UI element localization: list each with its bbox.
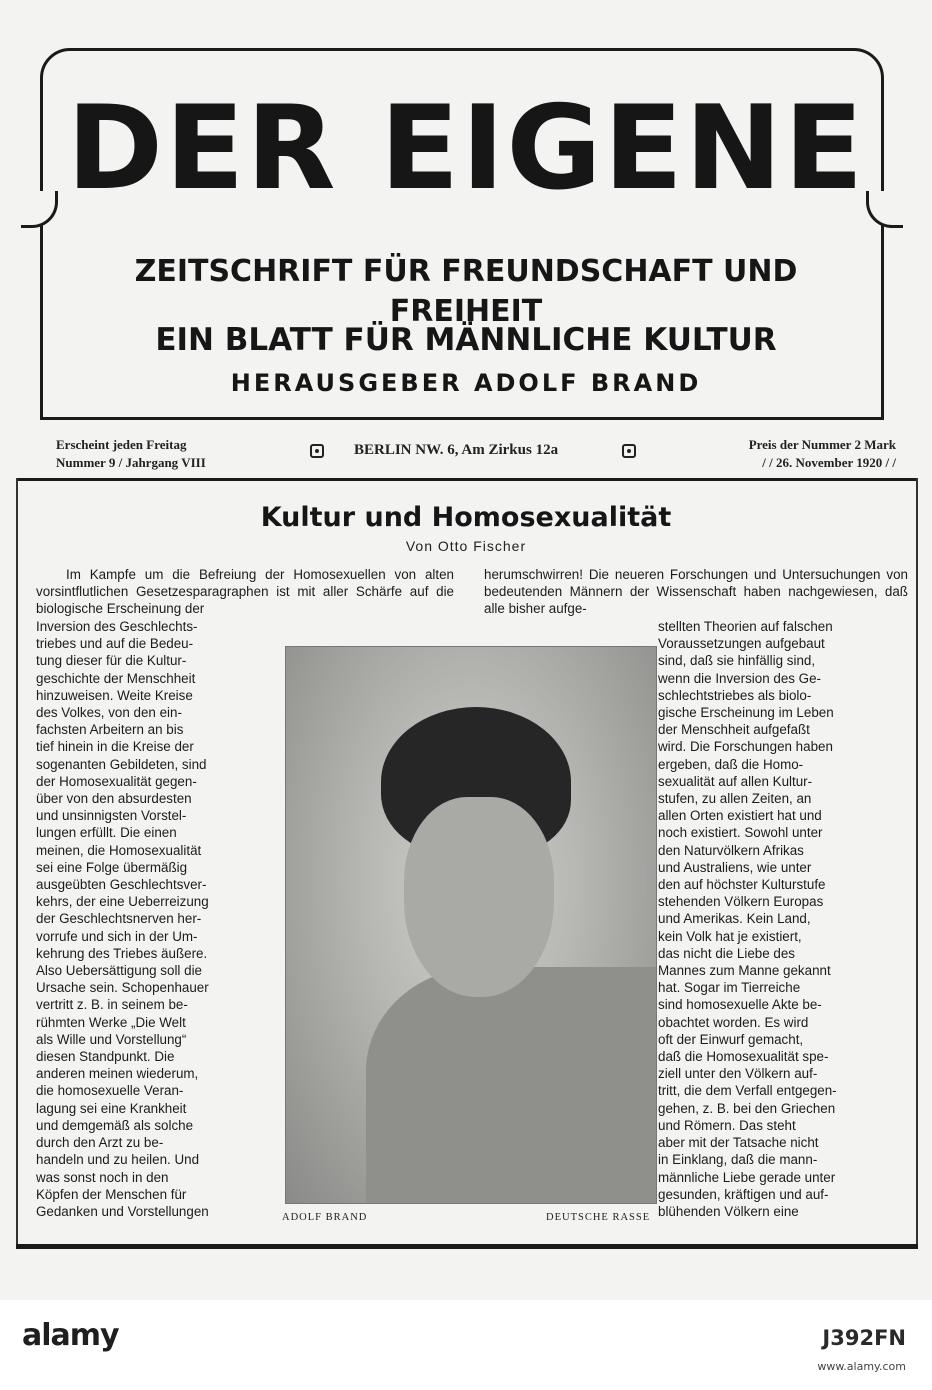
publisher-address: BERLIN NW. 6, Am Zirkus 12a (354, 442, 559, 458)
divider (916, 478, 918, 1246)
issue-price: Preis der Nummer 2 Mark (748, 437, 896, 452)
article-column-right: stellten Theorien auf falschen Voraussetzungen aufgebaut sind, daß sie hinfällig sind, wenn die Inversion des Ge- schlechtstriebes als biolo- gische Erscheinung im Leben der Menschheit aufgefaßt wird. Die Forschungen haben ergeben, daß die Homo- sexualität auf allen Kultur- stufen, zu allen Zeiten, an allen Orten existiert hat und noch existiert. Sowohl unter den Naturvölkern Afrikas und Australiens, wie unter den auf höchster Kulturstufe stehenden Völkern Europas und Amerikas. Kein Land, kein Volk hat je existiert, das nicht die Liebe des Mannes zum Manne gekannt hat. Sogar im Tierreiche sind homosexuelle Akte be- obachtet worden. Es wird oft der Einwurf gemacht, daß die Homosexualität spe- ziell unter den Völkern auf- tritt, die dem Verfall entgegen- gehen, z. B. bei den Griechen und Römern. Das steht aber mit der Tatsache nicht in Einklang, daß die mann- männliche Liebe gerade unter gesunden, kräftigen und auf- blühenden Völkern eine (658, 619, 837, 1219)
issue-date: / / 26. November 1920 / / (762, 455, 896, 470)
photo-face (404, 797, 554, 997)
article-column-left: Inversion des Geschlechts- triebes und auf die Bedeu- tung dieser für die Kultur- geschichte der Menschheit hinzuweisen. Weite Kreise des Volkes, von den ein- fachsten Arbeitern an bis tief hinein in die Kreise der sogenanten Gebildeten, sind der Homosexualität gegen- über von den absurdesten und unsinnigsten Vorstel- lungen erfüllt. Die einen meinen, die Homosexualität sei eine Folge übermäßig ausgeübten Geschlechtsver- kehrs, der eine Ueberreizung der Geschlechtsnerven her- vorrufe und sich in der Um- kehrung des Triebes äußere. Also Uebersättigung soll die Ursache sein. Schopenhauer vertritt z. B. in seinem be- rühmten Werke „Die Welt als Wille und Vorstellung“ diesen Standpunkt. Die anderen meinen wiederum, die homosexuelle Veran- lagung sei eine Krankheit und demgemäß als solche durch den Arzt zu be- handeln und zu heilen. Und was sonst noch in den Köpfen der Menschen für Gedanken und Vorstellungen (36, 619, 209, 1219)
divider (16, 1244, 918, 1249)
masthead-subtitle: ZEITSCHRIFT FÜR FREUNDSCHAFT UND FREIHEIT (134, 254, 798, 329)
ornament-icon (310, 444, 324, 458)
photo-shoulders (366, 967, 656, 1204)
issue-price-date (749, 436, 896, 472)
issue-frequency (56, 436, 206, 472)
stock-footer (0, 1300, 932, 1390)
article-title: Kultur und Homosexualität (260, 502, 672, 533)
divider (16, 478, 918, 481)
portrait-photo (285, 646, 657, 1204)
issue-info-bar (14, 430, 918, 476)
article-intro-left: Im Kampfe um die Befreiung der Homosexuellen von alten vorsintflutlichen Gesetzesparagraphen ist mit aller Schärfe auf die biologische Erscheinung der (36, 567, 454, 617)
masthead-tagline: EIN BLATT FÜR MÄNNLICHE KULTUR (155, 322, 777, 358)
divider (16, 478, 18, 1246)
masthead-title: DER EIGENE (66, 81, 866, 216)
masthead-publisher: HERAUSGEBER ADOLF BRAND (230, 369, 702, 397)
ornament-icon (622, 444, 636, 458)
article-byline: Von Otto Fischer (405, 538, 527, 554)
issue-frequency-line: Erscheint jeden Freitag (56, 437, 187, 452)
issue-number-line: Nummer 9 / Jahrgang VIII (56, 455, 206, 470)
photo-caption-left: ADOLF BRAND (282, 1212, 368, 1223)
brand-logo: alamy (22, 1318, 119, 1353)
photo-caption-right: DEUTSCHE RASSE (546, 1212, 651, 1223)
brand-url: www.alamy.com (817, 1360, 906, 1373)
article-intro-right: herumschwirren! Die neueren Forschungen und Untersuchungen von bedeutenden Männern der Wissenschaft haben nachgewiesen, daß alle bisher aufge- (484, 567, 908, 617)
image-id: J392FN (822, 1326, 906, 1350)
